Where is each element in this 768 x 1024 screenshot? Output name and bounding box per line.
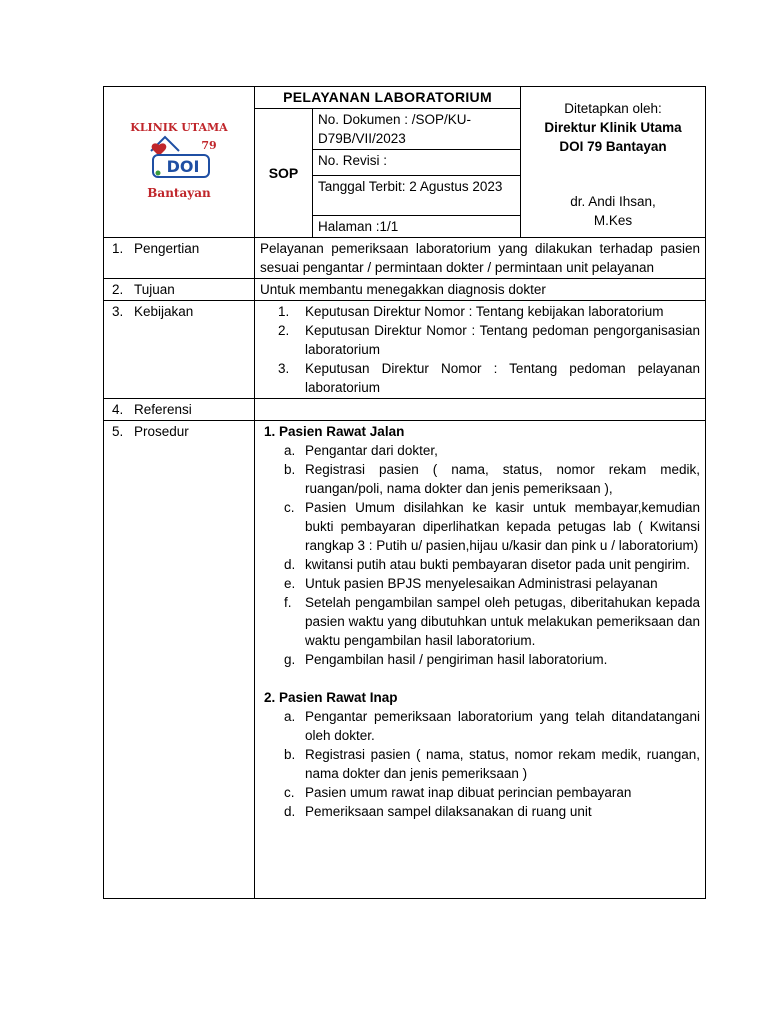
list-item: 3. Keputusan Direktur Nomor : Tentang pedoman pelayanan laboratorium [278, 361, 700, 395]
list-item: d. kwitansi putih atau bukti pembayaran disetor pada unit pengirim. [284, 557, 690, 572]
approver-line1: Direktur Klinik Utama [544, 120, 682, 135]
section-text-pengertian: Pelayanan pemeriksaan laboratorium yang dilakukan terhadap pasien sesuai pengantar / permintaan dokter / permintaan unit pelayanan [255, 238, 706, 279]
section-label-pengertian: 1. Pengertian [104, 238, 255, 279]
list-item: f. Setelah pengambilan sampel oleh petugas, diberitahukan kepada pasien waktu yang dibutuhkan untuk melakukan pemeriksaan dan waktu pengambilan hasil laboratorium. [284, 595, 700, 648]
approver-line2: DOI 79 Bantayan [559, 139, 667, 154]
section-label-prosedur: 5. Prosedur [104, 421, 255, 899]
issue-date: Tanggal Terbit: 2 Agustus 2023 [313, 176, 521, 216]
list-item: e. Untuk pasien BPJS menyelesaikan Administrasi pelayanan [284, 576, 658, 591]
list-item: b. Registrasi pasien ( nama, status, nomor rekam medik, ruangan/poli, nama dokter dan jenis pemeriksaan ), [284, 462, 700, 496]
logo-mark: DOI [166, 156, 200, 176]
list-item: 2. Keputusan Direktur Nomor : Tentang pedoman pengorganisasian laboratorium [278, 323, 700, 357]
section-label-tujuan: 2. Tujuan [104, 279, 255, 301]
list-item: d. Pemeriksaan sampel dilaksanakan di ruang unit [284, 804, 592, 819]
clinic-logo-icon [119, 115, 239, 205]
section-text-kebijakan [255, 301, 706, 399]
procedure-list-rawat-inap [260, 707, 700, 821]
page-title: PELAYANAN LABORATORIUM [255, 87, 521, 109]
section-text-referensi [255, 399, 706, 421]
policy-list [260, 302, 700, 397]
doc-number: No. Dokumen : /SOP/KU-D79B/VII/2023 [313, 109, 521, 150]
list-item: b. Registrasi pasien ( nama, status, nomor rekam medik, ruangan, nama dokter dan jenis pemeriksaan ) [284, 747, 700, 781]
list-item: 1. Keputusan Direktur Nomor : Tentang kebijakan laboratorium [278, 304, 664, 319]
clinic-logo [104, 87, 255, 238]
section-label-kebijakan: 3. Kebijakan [104, 301, 255, 399]
section-text-tujuan: Untuk membantu menegakkan diagnosis dokter [255, 279, 706, 301]
list-item: c. Pasien Umum disilahkan ke kasir untuk membayar,kemudian bukti pembayaran diperlihatkan kepada petugas lab ( Kwitansi rangkap 3 : Putih u/ pasien,hijau u/kasir dan pink u / laboratorium) [284, 500, 700, 553]
revision-number: No. Revisi : [313, 150, 521, 176]
page-number: Halaman :1/1 [313, 216, 521, 238]
list-item: c. Pasien umum rawat inap dibuat perincian pembayaran [284, 785, 632, 800]
section-label-referensi: 4. Referensi [104, 399, 255, 421]
list-item: g. Pengambilan hasil / pengiriman hasil laboratorium. [284, 652, 608, 667]
list-item: a. Pengantar dari dokter, [284, 443, 438, 458]
logo-line1: KLINIK UTAMA [130, 120, 228, 134]
signer-line1: dr. Andi Ihsan, [570, 194, 656, 209]
subsection-title-rawat-jalan: 1. Pasien Rawat Jalan [264, 424, 405, 439]
sop-table [103, 86, 706, 899]
list-item: a. Pengantar pemeriksaan laboratorium yang telah ditandatangani oleh dokter. [284, 709, 700, 743]
approved-by-label: Ditetapkan oleh: [564, 101, 662, 116]
procedure-list-rawat-jalan [260, 441, 700, 669]
logo-number: 79 [201, 138, 217, 152]
approval-block [521, 87, 706, 238]
subsection-title-rawat-inap: 2. Pasien Rawat Inap [264, 690, 398, 705]
sop-label: SOP [255, 109, 313, 238]
logo-line3: Bantayan [147, 185, 211, 200]
section-text-prosedur [255, 421, 706, 899]
signer-line2: M.Kes [593, 213, 633, 228]
